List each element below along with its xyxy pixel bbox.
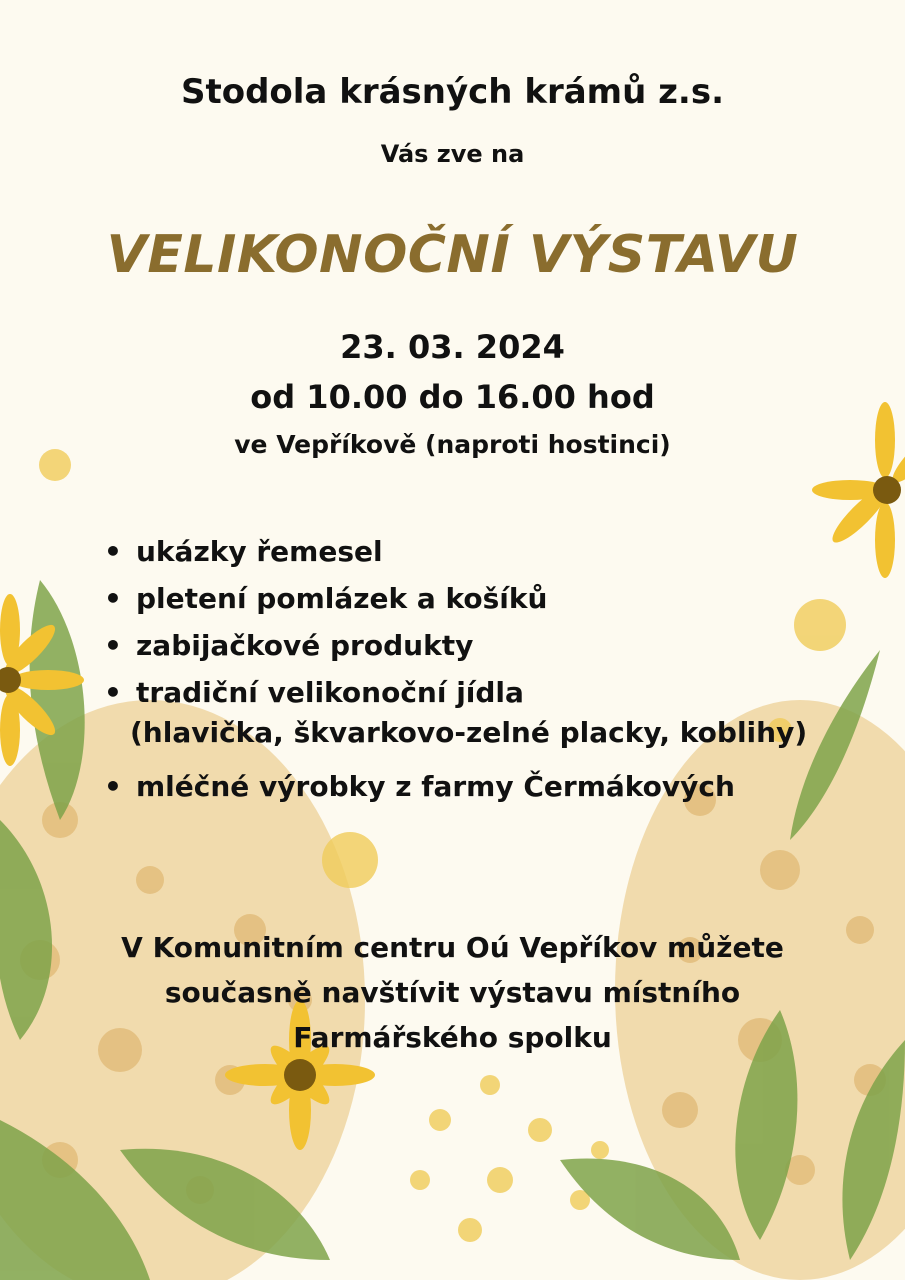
- event-headline: VELIKONOČNÍ VÝSTAVU: [106, 225, 799, 285]
- note-line: Farmářského spolku: [293, 1021, 612, 1054]
- bullet-icon: •: [104, 535, 122, 568]
- bullet-icon: •: [104, 770, 122, 803]
- bullet-icon: •: [104, 629, 122, 662]
- farmers-note: [40, 925, 865, 1060]
- organizer-name: Stodola krásných krámů z.s.: [180, 72, 724, 112]
- list-item: • pletení pomlázek a košíků: [100, 575, 890, 622]
- list-item: • tradiční velikonoční jídla: [100, 669, 890, 716]
- list-item: • mléčné výrobky z farmy Čermákových: [100, 763, 890, 810]
- bullet-icon: •: [104, 582, 122, 615]
- food-details: (hlavička, škvarkovo-zelné placky, koblihy): [130, 716, 808, 749]
- list-item: • ukázky řemesel: [100, 528, 890, 575]
- bullet-icon: •: [104, 676, 122, 709]
- program-list: [100, 528, 890, 810]
- invite-text: Vás zve na: [380, 140, 525, 168]
- event-time: od 10.00 do 16.00 hod: [250, 378, 655, 416]
- note-line: současně navštívit výstavu místního: [164, 976, 741, 1009]
- event-date: 23. 03. 2024: [340, 328, 565, 366]
- event-place: ve Vepříkově (naproti hostinci): [234, 430, 671, 459]
- list-item: • zabijačkové produkty: [100, 622, 890, 669]
- note-line: V Komunitním centru Oú Vepříkov můžete: [121, 931, 784, 964]
